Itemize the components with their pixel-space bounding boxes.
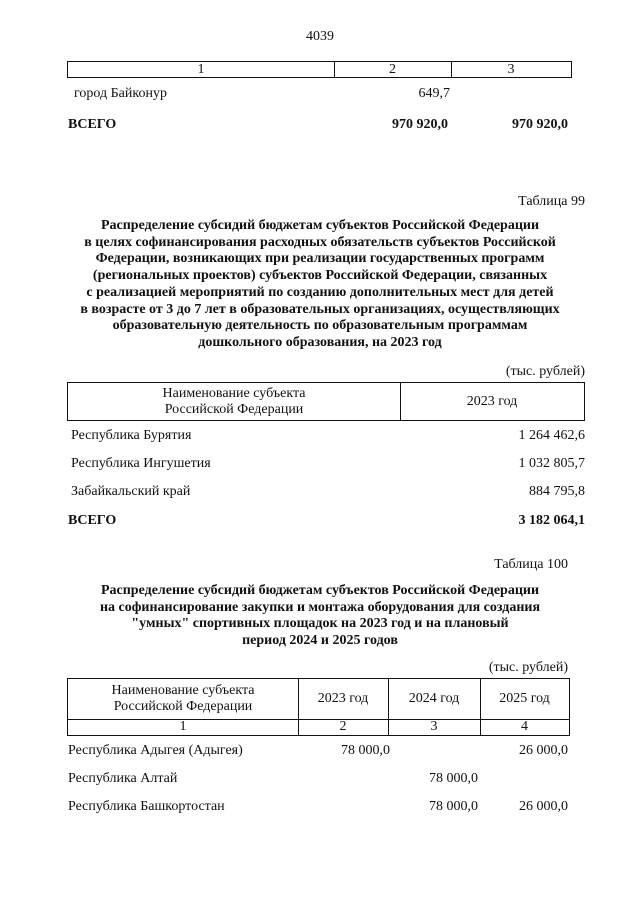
table100-header-year-2025: 2025 год [499, 691, 550, 706]
table99-header [67, 382, 585, 421]
col-number-1: 1 [197, 62, 205, 77]
table100-col-number-3: 3 [430, 719, 438, 734]
table100-title-line: "умных" спортивных площадок на 2023 год и на плановый [131, 616, 509, 632]
prev-total-label: ВСЕГО [68, 117, 117, 132]
table99-units: (тыс. рублей) [505, 364, 585, 379]
prev-row-value-1: 649,7 [418, 86, 450, 101]
table99-header-name [68, 383, 400, 420]
table100-units: (тыс. рублей) [488, 660, 568, 675]
table100-title [40, 583, 600, 650]
table100-title-line: Распределение субсидий бюджетам субъектов Российской Федерации [100, 583, 540, 598]
table99-title-line: в возрасте от 3 до 7 лет в образовательных организациях, осуществляющих [80, 301, 560, 317]
table99-title [40, 218, 600, 352]
table100-title-line: на софинансирование закупки и монтажа оборудования для создания [99, 599, 541, 615]
table99-header-year: 2023 год [466, 393, 518, 409]
table100-row-value-2023: 78 000,0 [341, 743, 390, 758]
table99-total-label: ВСЕГО [68, 513, 117, 528]
table99-title-line: Федерации, возникающих при реализации государственных программ [95, 251, 545, 267]
table99-row-name: Республика Ингушетия [71, 456, 211, 471]
header-name-line: Российской Федерации [113, 699, 253, 714]
prev-total-value-1: 970 920,0 [392, 117, 448, 132]
header-name-line: Российской Федерации [164, 401, 304, 417]
prev-row-name: город Байконур [74, 86, 167, 101]
table100-title-line: период 2024 и 2025 годов [242, 633, 398, 649]
table99-row-name: Республика Бурятия [71, 428, 192, 443]
table100-row-value-2025: 26 000,0 [519, 743, 568, 758]
table100-header-year-2023: 2023 год [317, 691, 369, 706]
header-name-line: Наименование субъекта [162, 385, 306, 401]
table99-row-value: 1 264 462,6 [518, 428, 585, 443]
table100-label: Таблица 100 [494, 557, 568, 572]
table99-title-line: (региональных проектов) субъектов Российской Федерации, связанных [92, 268, 548, 284]
col-number-2: 2 [389, 62, 396, 77]
table99-total-value: 3 182 064,1 [518, 513, 585, 528]
table99-row-value: 884 795,8 [529, 484, 585, 499]
prev-table-column-numbers [67, 61, 572, 78]
table100-row-value-2024: 78 000,0 [429, 799, 478, 814]
table99-row-value: 1 032 805,7 [518, 456, 585, 471]
table99-title-line: образовательную деятельность по образовательным программам [112, 318, 528, 334]
table99-title-line: дошкольного образования, на 2023 год [198, 334, 442, 350]
table100-row-name: Республика Башкортостан [68, 799, 225, 814]
prev-total-value-2: 970 920,0 [512, 117, 568, 132]
table100-row-value-2025: 26 000,0 [519, 799, 568, 814]
table99-label: Таблица 99 [518, 194, 585, 209]
table100-header [67, 678, 570, 736]
table100-col-number-1: 1 [179, 719, 187, 734]
table100-row-name: Республика Алтай [68, 771, 178, 786]
table100-col-number-2: 2 [339, 719, 347, 734]
table99-row-name: Забайкальский край [71, 484, 191, 499]
table100-header-name [68, 679, 298, 719]
table99-title-line: Распределение субсидий бюджетам субъектов Российской Федерации [100, 218, 540, 233]
table99-title-line: с реализацией мероприятий по созданию дополнительных мест для детей [86, 284, 554, 300]
col-number-3: 3 [507, 62, 515, 77]
page-number: 4039 [306, 29, 334, 44]
header-name-line: Наименование субъекта [111, 683, 255, 698]
table100-row-value-2024: 78 000,0 [429, 771, 478, 786]
table100-col-number-4: 4 [521, 719, 528, 734]
table100-header-year-2024: 2024 год [408, 691, 460, 706]
table100-row-name: Республика Адыгея (Адыгея) [68, 743, 243, 758]
table99-title-line: в целях софинансирования расходных обязательств субъектов Российской [84, 234, 556, 250]
